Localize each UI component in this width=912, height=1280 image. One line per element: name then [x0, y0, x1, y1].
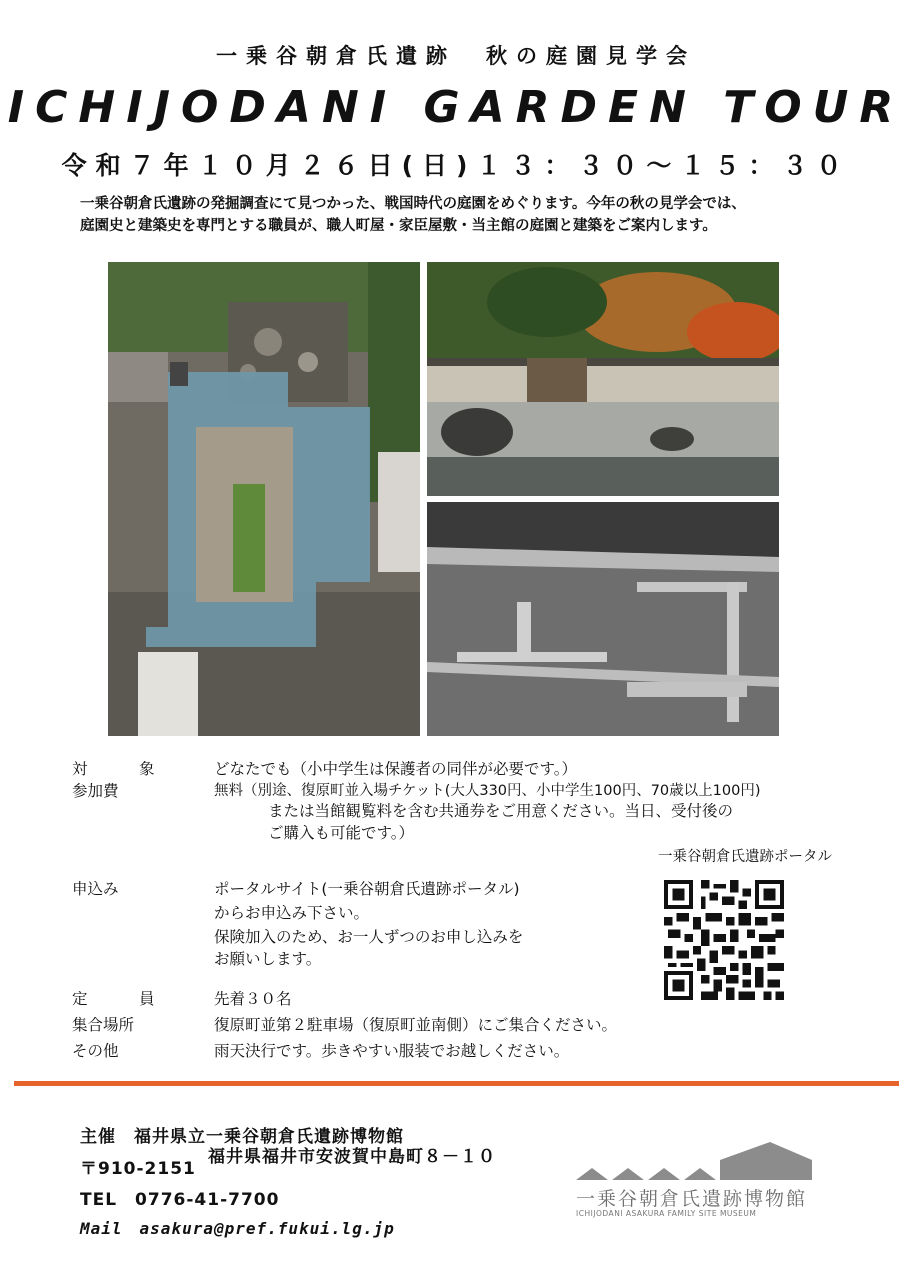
fee-line-2: または当館観覧料を含む共通券をご用意ください。当日、受付後の — [268, 802, 734, 820]
apply-line-2: からお申込み下さい。 — [214, 904, 370, 922]
museum-name-en: ICHIJODANI ASAKURA FAMILY SITE MUSEUM — [576, 1209, 757, 1218]
meeting-value: 復原町並第２駐車場（復原町並南側）にご集合ください。 — [214, 1016, 618, 1034]
fee-line-1: 無料（別途、復原町並入場チケット(大人330円、小中学生100円、70歳以上100円) — [214, 783, 761, 799]
target-value: どなたでも（小中学生は保護者の同伴が必要です。） — [214, 760, 578, 778]
other-value: 雨天決行です。歩きやすい服装でお越しください。 — [214, 1042, 570, 1060]
intro-text — [80, 193, 860, 237]
event-date: 令和７年１０月２６日(日)１３：３０～１５：３０ — [61, 151, 851, 180]
museum-roof-icon — [572, 1140, 816, 1182]
event-subtitle: 一乗谷朝倉氏遺跡 秋の庭園見学会 — [216, 44, 696, 68]
apply-line-1: ポータルサイト(一乗谷朝倉氏遺跡ポータル) — [214, 880, 520, 898]
excavation-ruins-photo — [427, 502, 779, 736]
portal-caption: 一乗谷朝倉氏遺跡ポータル — [658, 849, 832, 865]
portal-qr-code[interactable] — [664, 880, 784, 1000]
intro-line-1: 一乗谷朝倉氏遺跡の発掘調査にて見つかった、戦国時代の庭園をめぐります。今年の秋の見学会では、 — [80, 196, 746, 212]
event-title: ICHIJODANI GARDEN TOUR — [7, 82, 905, 133]
apply-line-4: お願いします。 — [214, 950, 322, 968]
email[interactable]: Mail asakura@pref.fukui.lg.jp — [80, 1219, 395, 1238]
fee-line-3: ご購入も可能です。） — [268, 824, 415, 842]
orange-divider — [14, 1081, 899, 1086]
telephone: TEL 0776-41-7700 — [80, 1190, 280, 1210]
capacity-value: 先着３０名 — [214, 990, 292, 1008]
postal-code: 〒910-2151 — [80, 1159, 196, 1179]
museum-logo — [572, 1140, 816, 1220]
autumn-garden-photo — [427, 262, 779, 496]
capacity-label: 定 員 — [72, 990, 173, 1008]
fee-label: 参加費 — [72, 782, 119, 800]
address: 福井県福井市安波賀中島町８－１０ — [208, 1147, 496, 1167]
other-label: その他 — [72, 1042, 119, 1060]
organizer: 主催 福井県立一乗谷朝倉氏遺跡博物館 — [80, 1127, 404, 1147]
apply-label: 申込み — [72, 880, 119, 898]
intro-line-2: 庭園史と建築史を専門とする職員が、職人町屋・家臣屋敷・当主館の庭園と建築をご案内します。 — [80, 218, 717, 234]
target-label: 対 象 — [72, 760, 173, 778]
apply-line-3: 保険加入のため、お一人ずつのお申し込みを — [214, 928, 524, 946]
aerial-garden-photo — [108, 262, 420, 736]
meeting-label: 集合場所 — [72, 1016, 135, 1034]
museum-name: 一乗谷朝倉氏遺跡博物館 — [576, 1188, 808, 1210]
